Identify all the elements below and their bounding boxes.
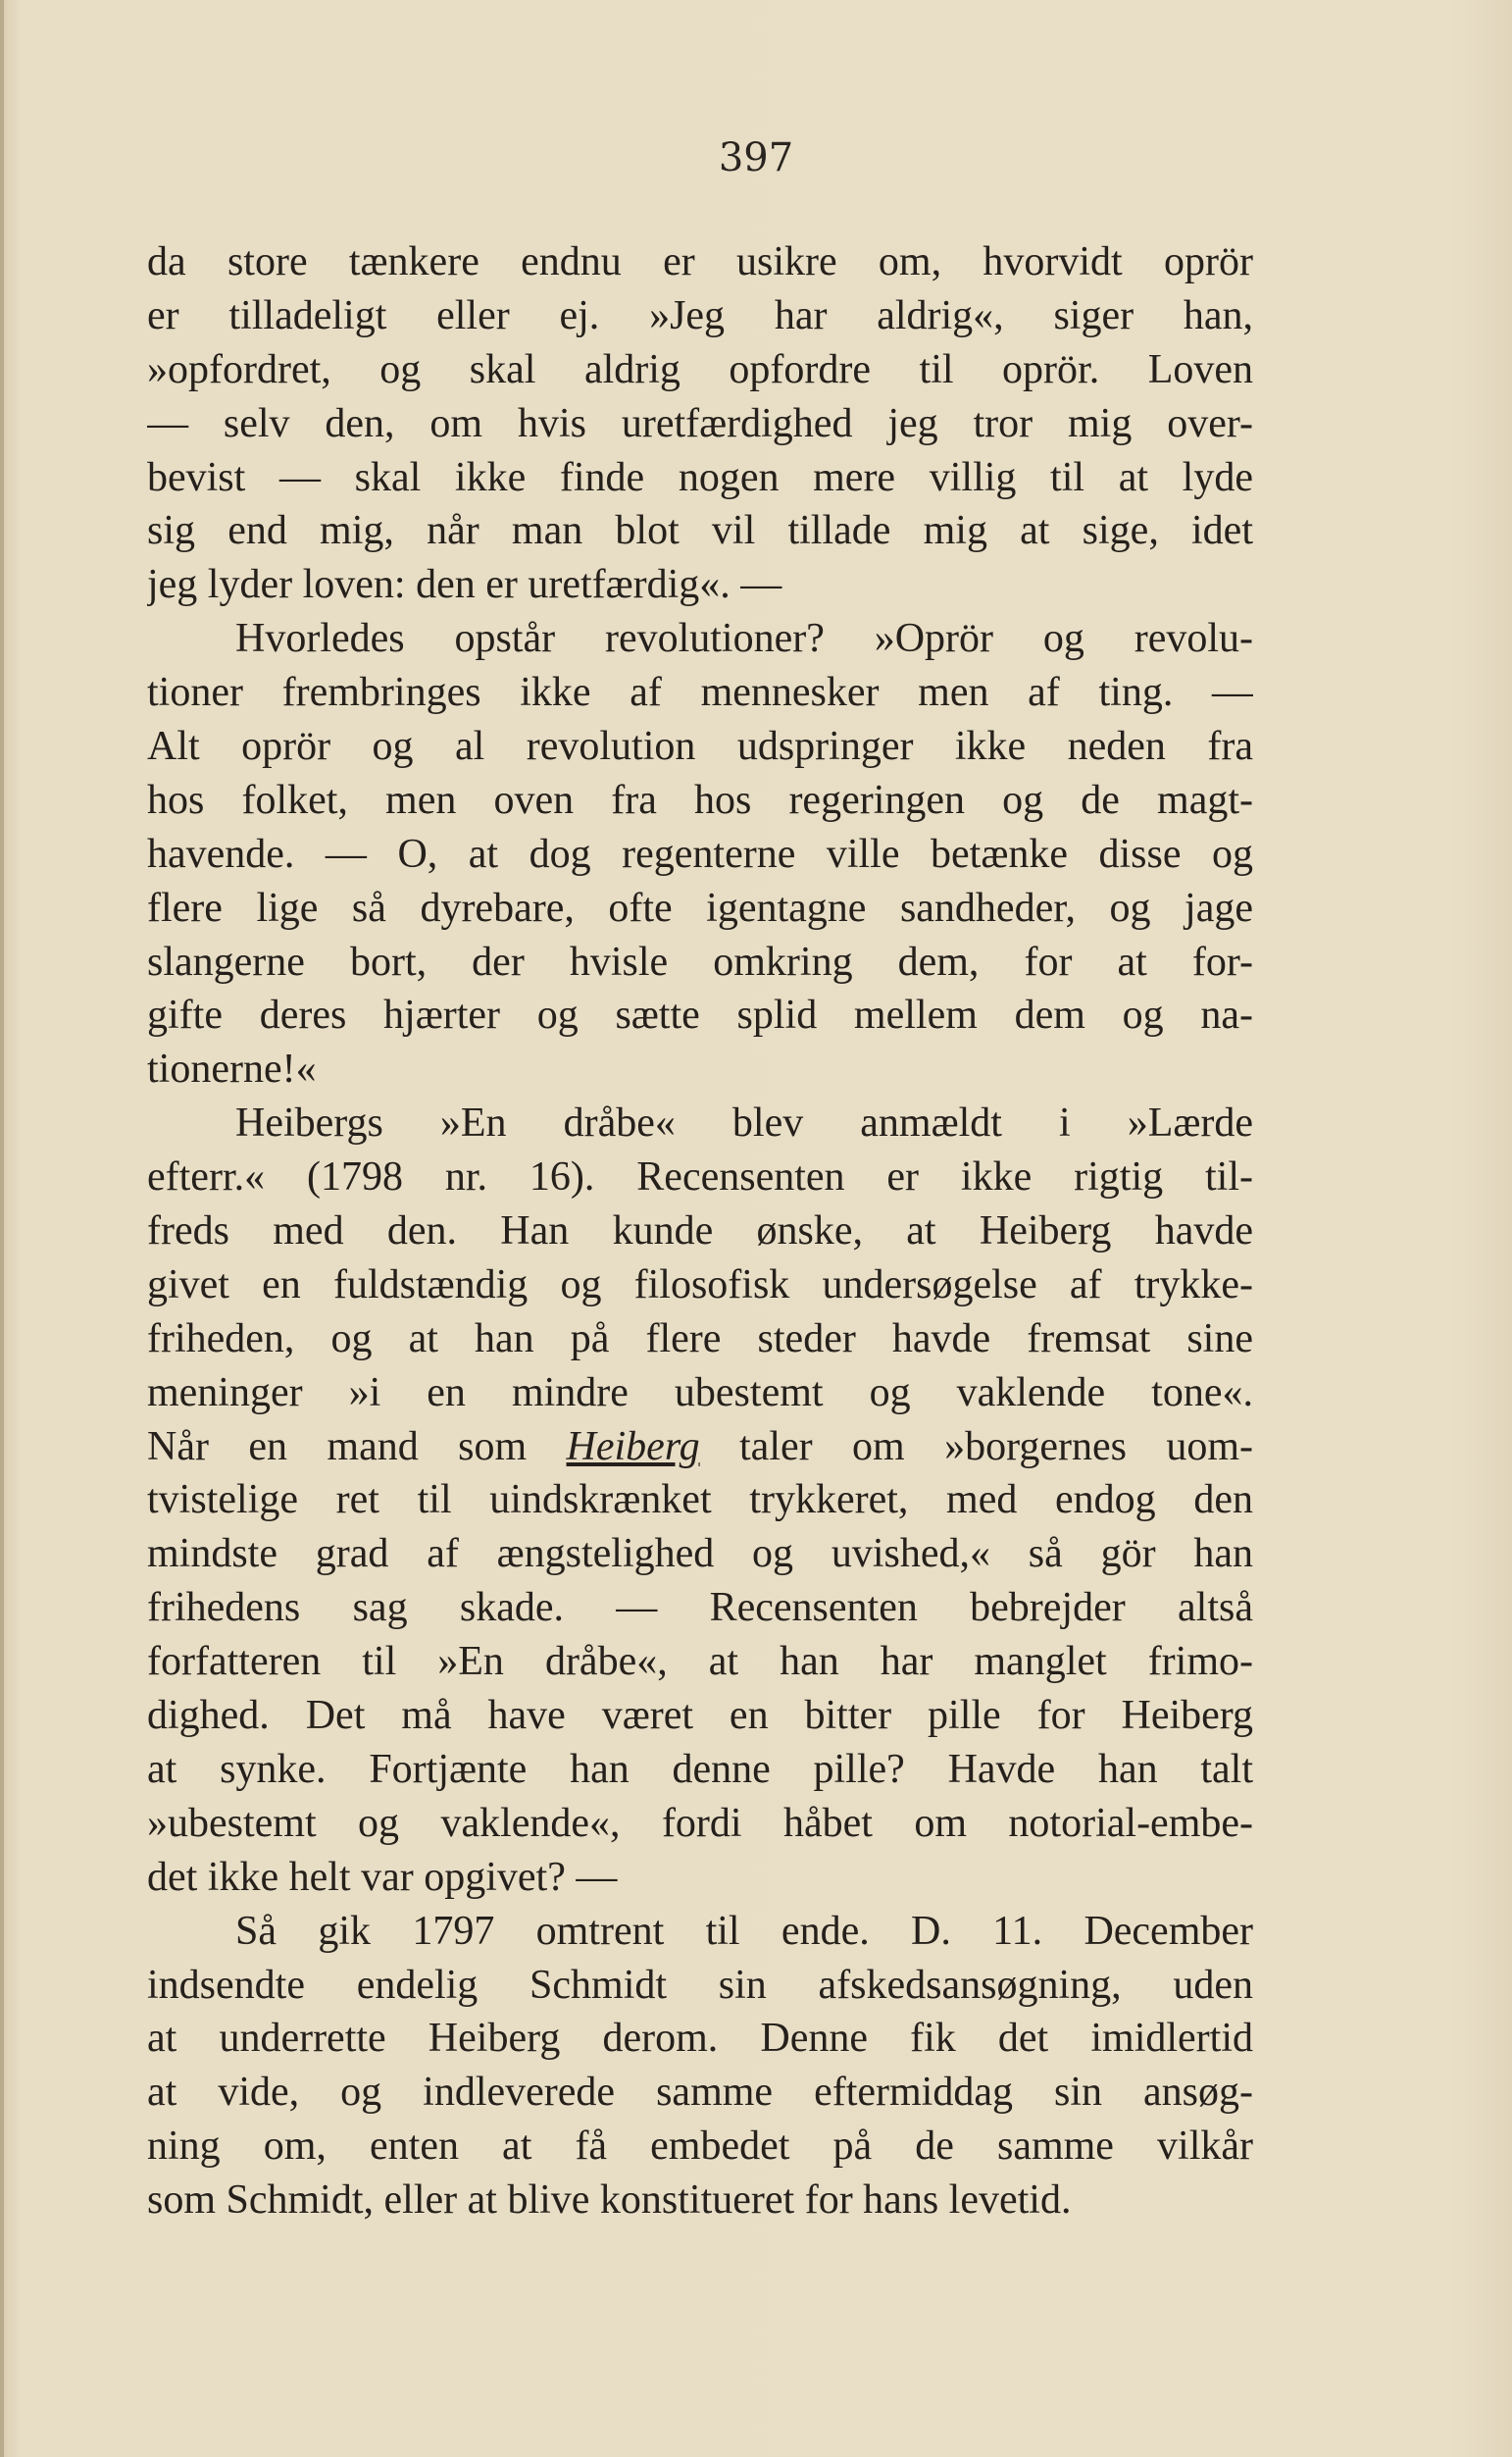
- text-line: — selv den, om hvis uretfærdighed jeg tror mig over-: [147, 400, 1253, 446]
- text-line: friheden, og at han på flere steder havde fremsat sine: [147, 1315, 1253, 1361]
- text-line: Så gik 1797 omtrent til ende. D. 11. December: [235, 1908, 1253, 1954]
- text-line: frihedens sag skade. — Recensenten bebrejder altså: [147, 1585, 1253, 1631]
- text-line: hos folket, men oven fra hos regeringen og de magt-: [147, 777, 1253, 823]
- text-line: at vide, og indleverede samme eftermiddag sin ansøg-: [147, 2070, 1253, 2116]
- text-line: slangerne bort, der hvisle omkring dem, for at for-: [147, 939, 1253, 985]
- body-text: [147, 235, 1253, 2227]
- text-line: meninger »i en mindre ubestemt og vaklende tone«.: [147, 1369, 1253, 1415]
- text-line: indsendte endelig Schmidt sin afskedsansøgning, uden: [147, 1962, 1253, 2008]
- text-line: Alt oprör og al revolution udspringer ikke neden fra: [147, 724, 1253, 770]
- text-line: Hvorledes opstår revolutioner? »Oprör og revolu-: [235, 616, 1253, 662]
- text-line: dighed. Det må have været en bitter pille for Heiberg: [147, 1693, 1253, 1739]
- text-line: forfatteren til »En dråbe«, at han har manglet frimo-: [147, 1639, 1253, 1685]
- text-line: jeg lyder loven: den er uretfærdig«. —: [147, 562, 782, 608]
- page-number: 397: [718, 135, 794, 180]
- text-segment: Når en mand som: [147, 1423, 567, 1469]
- text-line: det ikke helt var opgivet? —: [147, 1854, 618, 1900]
- text-line: »ubestemt og vaklende«, fordi håbet om notorial-embe-: [147, 1800, 1253, 1846]
- text-line: havende. — O, at dog regenterne ville betænke disse og: [147, 831, 1253, 877]
- text-line: mindste grad af ængstelighed og uvished,« så gör han: [147, 1531, 1253, 1577]
- text-line: [147, 1420, 1253, 1474]
- text-line: at synke. Fortjænte han denne pille? Havde han talt: [147, 1746, 1253, 1792]
- text-line: freds med den. Han kunde ønske, at Heiberg havde: [147, 1208, 1253, 1254]
- text-line: ning om, enten at få embedet på de samme vilkår: [147, 2124, 1253, 2170]
- text-line: Heibergs »En dråbe« blev anmældt i »Lærde: [235, 1101, 1253, 1147]
- text-line: »opfordret, og skal aldrig opfordre til oprör. Loven: [147, 346, 1253, 392]
- page-edge: [0, 0, 4, 2457]
- text-line: efterr.« (1798 nr. 16). Recensenten er ikke rigtig til-: [147, 1154, 1253, 1201]
- text-line: er tilladeligt eller ej. »Jeg har aldrig«, siger han,: [147, 292, 1253, 338]
- text-line: da store tænkere endnu er usikre om, hvorvidt oprör: [147, 239, 1253, 284]
- italic-name: Heiberg: [566, 1423, 700, 1469]
- text-line: sig end mig, når man blot vil tillade mig at sige, idet: [147, 508, 1253, 554]
- text-line: at underrette Heiberg derom. Denne fik det imidlertid: [147, 2016, 1253, 2062]
- text-segment: taler om »borgernes uom-: [699, 1423, 1253, 1469]
- text-line: flere lige så dyrebare, ofte igentagne sandheder, og jage: [147, 885, 1253, 931]
- text-line: tvistelige ret til uindskrænket trykkeret, med endog den: [147, 1477, 1253, 1523]
- text-line: gifte deres hjærter og sætte splid mellem dem og na-: [147, 993, 1253, 1039]
- text-line: givet en fuldstændig og filosofisk undersøgelse af trykke-: [147, 1261, 1253, 1307]
- text-line: tioner frembringes ikke af mennesker men af ting. —: [147, 670, 1253, 716]
- text-line: bevist — skal ikke finde nogen mere villig til at lyde: [147, 454, 1253, 500]
- text-line: som Schmidt, eller at blive konstitueret for hans levetid.: [147, 2177, 1072, 2224]
- text-line: tionerne!«: [147, 1047, 317, 1093]
